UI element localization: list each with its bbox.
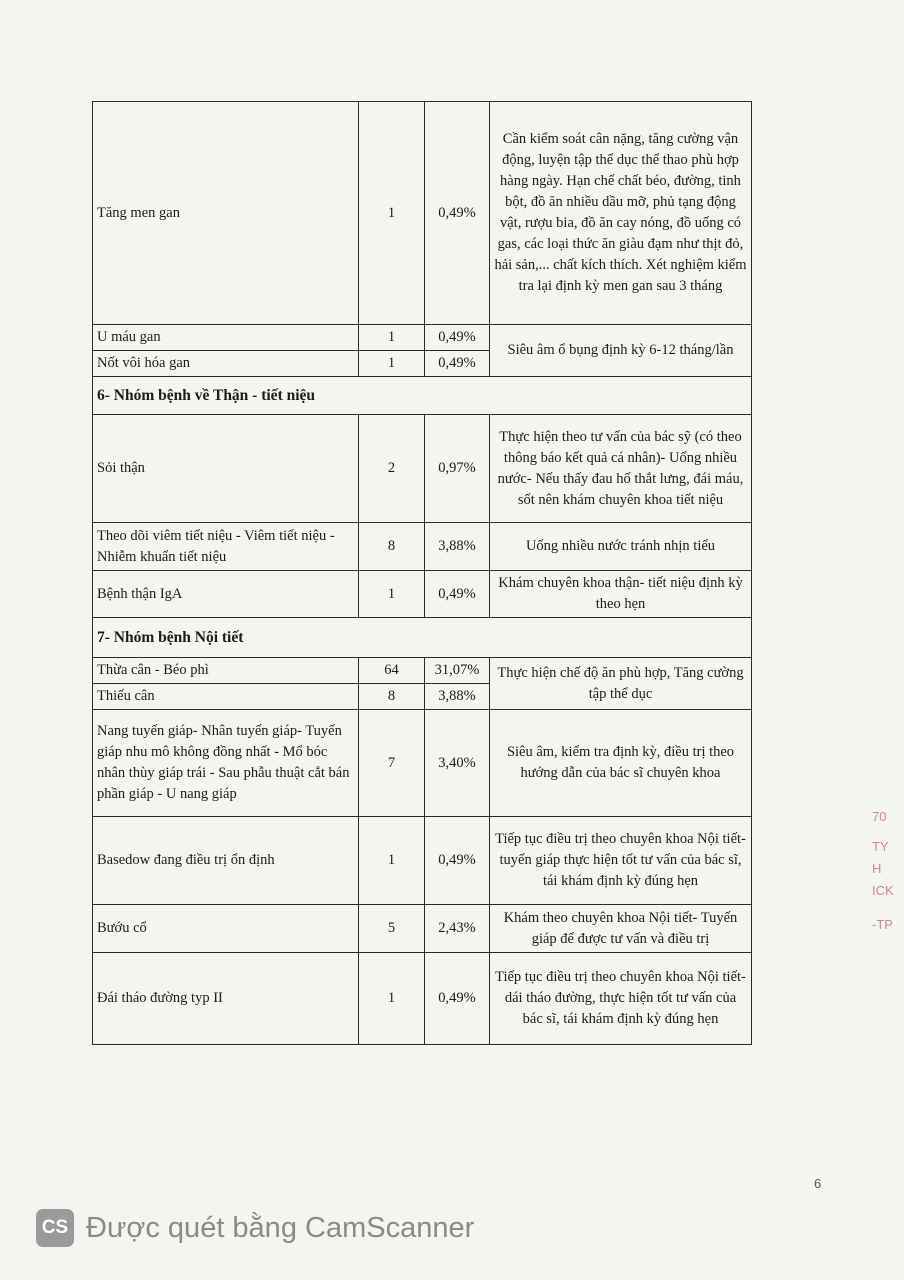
advice-text: Thực hiện theo tư vấn của bác sỹ (có theo thông báo kết quả cá nhân)- Uống nhiều nước- Nếu thấy đau hố thắt lưng, đái máu, sốt nên khám chuyên khoa tiết niệu: [490, 415, 752, 523]
table-row: [93, 571, 752, 618]
disease-name: Nang tuyến giáp- Nhân tuyến giáp- Tuyến giáp nhu mô không đồng nhất - Mổ bóc nhân thùy giáp trái - Sau phẫu thuật cắt bán phần giáp - U nang giáp: [93, 710, 359, 817]
disease-name: Basedow đang điều trị ổn định: [93, 817, 359, 905]
section-header-row: [93, 618, 752, 658]
case-count: 1: [359, 351, 425, 377]
stamp-line: H: [872, 861, 882, 876]
table-row: [93, 905, 752, 953]
disease-name: Thiếu cân: [93, 684, 359, 710]
case-count: 8: [359, 684, 425, 710]
table-row: [93, 710, 752, 817]
stamp-line: TY: [872, 839, 889, 854]
table-row: [93, 102, 752, 325]
case-percent: 31,07%: [425, 658, 490, 684]
disease-name: Sỏi thận: [93, 415, 359, 523]
disease-table: [92, 101, 752, 1045]
case-count: 1: [359, 325, 425, 351]
table-row: [93, 658, 752, 684]
table-row: [93, 953, 752, 1045]
table-row: [93, 523, 752, 571]
case-percent: 0,49%: [425, 325, 490, 351]
advice-text: Cần kiểm soát cân nặng, tăng cường vận động, luyện tập thể dục thể thao phù hợp hàng ngày. Hạn chế chất béo, đường, tinh bột, đồ ăn nhiều dầu mỡ, phủ tạng động vật, rượu bia, đồ ăn cay nóng, đồ uống có gas, các loại thức ăn giàu đạm như thịt đỏ, hải sản,... chất kích thích. Xét nghiệm kiểm tra lại định kỳ men gan sau 3 tháng: [490, 102, 752, 325]
section-header-row: [93, 377, 752, 415]
case-count: 5: [359, 905, 425, 953]
case-percent: 0,49%: [425, 817, 490, 905]
case-count: 2: [359, 415, 425, 523]
advice-text: Uống nhiều nước tránh nhịn tiểu: [490, 523, 752, 571]
case-percent: 0,97%: [425, 415, 490, 523]
red-stamp-fragment: [872, 806, 904, 966]
case-percent: 0,49%: [425, 953, 490, 1045]
watermark-text: Được quét bằng CamScanner: [86, 1211, 475, 1244]
disease-name: Tăng men gan: [93, 102, 359, 325]
disease-name: Theo dõi viêm tiết niệu - Viêm tiết niệu - Nhiễm khuẩn tiết niệu: [93, 523, 359, 571]
disease-name: Bệnh thận IgA: [93, 571, 359, 618]
section-title: 7- Nhóm bệnh Nội tiết: [93, 618, 752, 658]
case-percent: 0,49%: [425, 571, 490, 618]
disease-name: Nốt vôi hóa gan: [93, 351, 359, 377]
page-number: 6: [814, 1176, 822, 1191]
case-percent: 0,49%: [425, 351, 490, 377]
advice-text: Khám chuyên khoa thận- tiết niệu định kỳ theo hẹn: [490, 571, 752, 618]
advice-text: Tiếp tục điều trị theo chuyên khoa Nội tiết- dái tháo đường, thực hiện tốt tư vấn của bác sĩ, tái khám định kỳ đúng hẹn: [490, 953, 752, 1045]
advice-text: Siêu âm, kiểm tra định kỳ, điều trị theo hướng dẫn của bác sĩ chuyên khoa: [490, 710, 752, 817]
table-row: [93, 817, 752, 905]
case-count: 7: [359, 710, 425, 817]
advice-text: Khám theo chuyên khoa Nội tiết- Tuyến giáp để được tư vấn và điều trị: [490, 905, 752, 953]
disease-name: Bướu cổ: [93, 905, 359, 953]
stamp-line: ICK: [872, 883, 894, 898]
table-row: [93, 415, 752, 523]
case-count: 8: [359, 523, 425, 571]
camscanner-logo-icon: CS: [36, 1209, 74, 1247]
case-count: 1: [359, 817, 425, 905]
case-percent: 3,40%: [425, 710, 490, 817]
case-percent: 2,43%: [425, 905, 490, 953]
case-count: 1: [359, 953, 425, 1045]
disease-name: Thừa cân - Béo phì: [93, 658, 359, 684]
advice-text: Tiếp tục điều trị theo chuyên khoa Nội tiết- tuyến giáp thực hiện tốt tư vấn của bác sĩ, tái khám định kỳ đúng hẹn: [490, 817, 752, 905]
case-count: 64: [359, 658, 425, 684]
case-count: 1: [359, 571, 425, 618]
disease-name: Đái tháo đường typ II: [93, 953, 359, 1045]
table-row: [93, 325, 752, 351]
case-percent: 3,88%: [425, 523, 490, 571]
advice-text: Thực hiện chế độ ăn phù hợp, Tăng cường tập thể dục: [490, 658, 752, 710]
case-count: 1: [359, 102, 425, 325]
advice-text: Siêu âm ổ bụng định kỳ 6-12 tháng/lần: [490, 325, 752, 377]
section-title: 6- Nhóm bệnh về Thận - tiết niệu: [93, 377, 752, 415]
stamp-line: -TP: [872, 917, 893, 932]
case-percent: 0,49%: [425, 102, 490, 325]
case-percent: 3,88%: [425, 684, 490, 710]
disease-name: U máu gan: [93, 325, 359, 351]
stamp-line: 70: [872, 809, 887, 824]
camscanner-watermark: [36, 1208, 474, 1248]
